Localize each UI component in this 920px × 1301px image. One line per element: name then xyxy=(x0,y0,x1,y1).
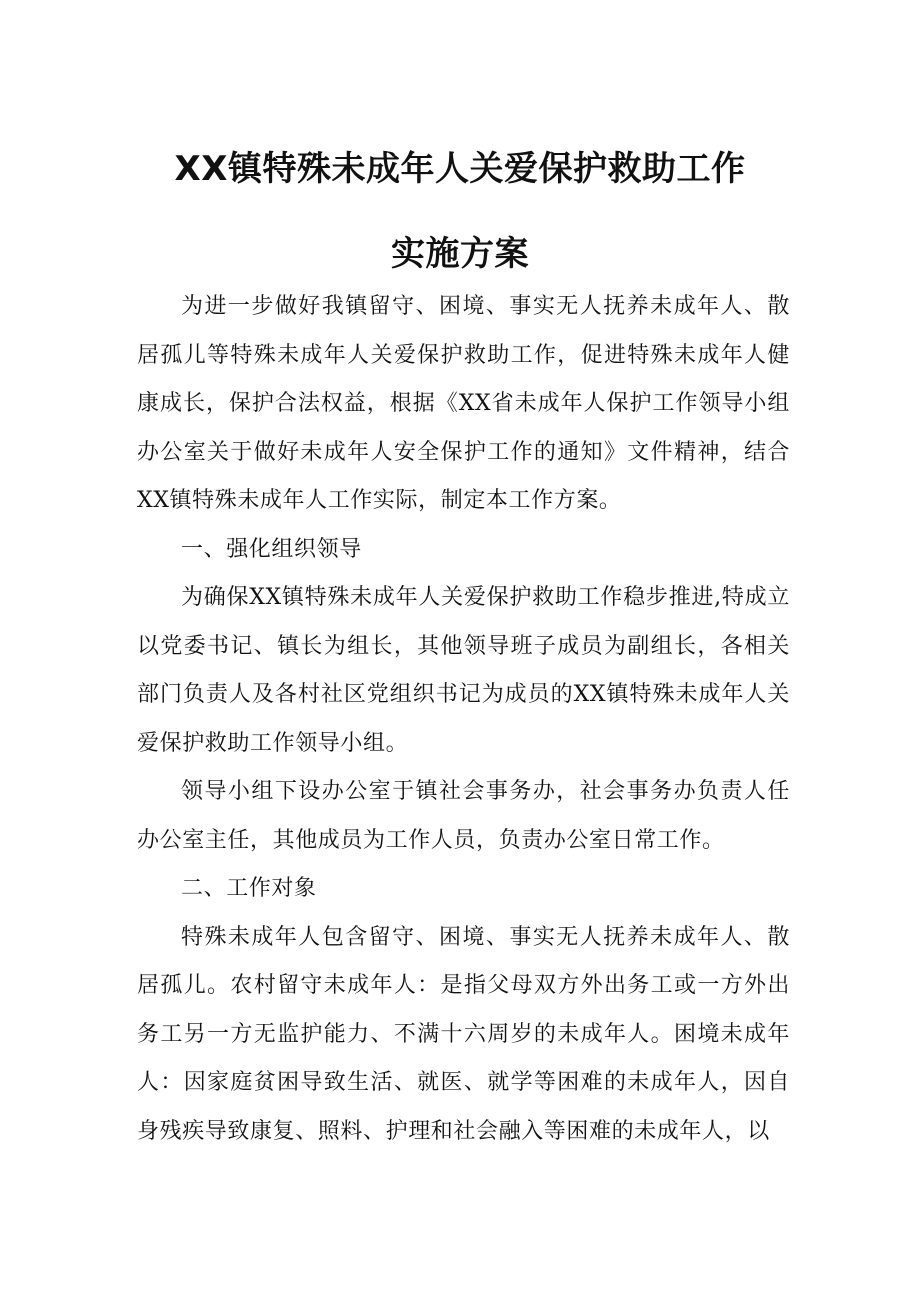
paragraph-intro: 为进一步做好我镇留守、困境、事实无人抚养未成年人、散居孤儿等特殊未成年人关爱保护救助工作，促进特殊未成年人健康成长，保护合法权益，根据《XX省未成年人保护工作领导小组办公室关于做好未成年人安全保护工作的通知》文件精神，结合XX镇特殊未成年人工作实际，制定本工作方案。 xyxy=(137,294,790,513)
paragraph-leadership-group: 为确保XX镇特殊未成年人关爱保护救助工作稳步推进,特成立以党委书记、镇长为组长，其他领导班子成员为副组长，各相关部门负责人及各村社区党组织书记为成员的XX镇特殊未成年人关爱保护救助工作领导小组。 xyxy=(137,585,790,756)
section-heading-1: 一、强化组织领导 xyxy=(181,536,362,562)
paragraph-office: 领导小组下设办公室于镇社会事务办，社会事务办负责人任办公室主任，其他成员为工作人员，负责办公室日常工作。 xyxy=(137,779,790,853)
section-heading-2: 二、工作对象 xyxy=(181,876,317,901)
paragraph-work-targets: 特殊未成年人包含留守、困境、事实无人抚养未成年人、散居孤儿。农村留守未成年人：是指父母双方外出务工或一方外出务工另一方无监护能力、不满十六周岁的未成年人。困境未成年人：因家庭贫困导致生活、就医、就学等困难的未成年人，因自身残疾导致康复、照料、护理和社会融入等困难的未成年人，以 xyxy=(137,924,790,1144)
document-title-line-1: XX镇特殊未成年人关爱保护救助工作 xyxy=(174,149,746,189)
document-body xyxy=(137,283,790,1156)
document-title-line-2: 实施方案 xyxy=(391,234,529,274)
